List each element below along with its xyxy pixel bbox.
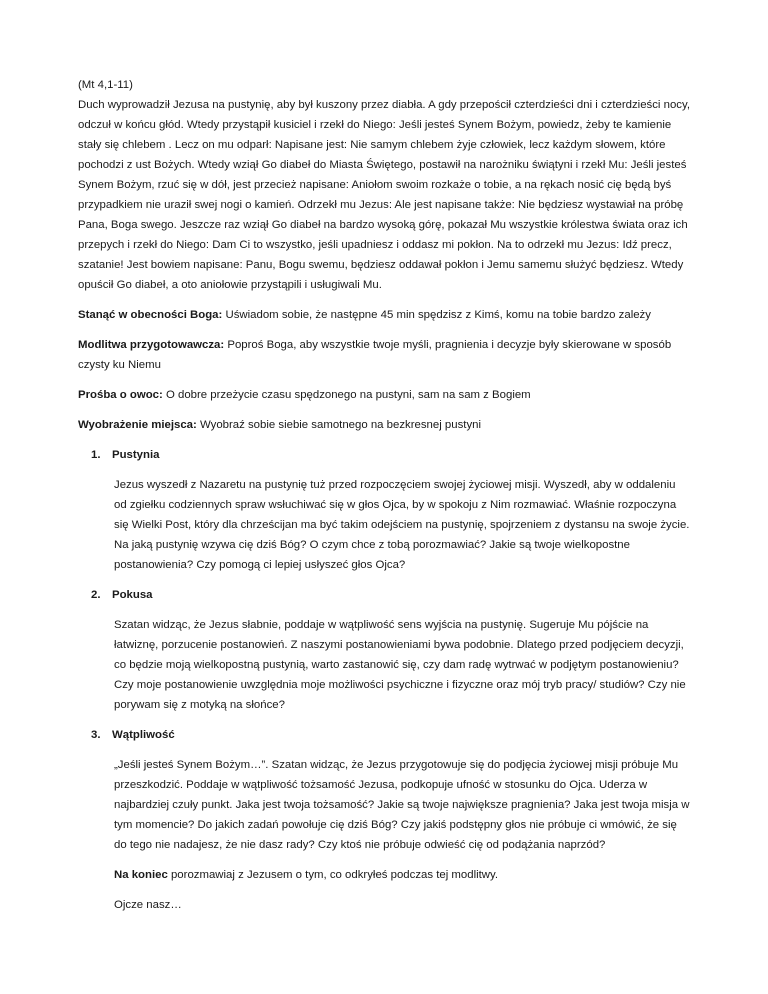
gospel-block — [78, 75, 690, 295]
scripture-reference: (Mt 4,1-11) — [78, 79, 133, 91]
step-label: Wyobrażenie miejsca: — [78, 419, 197, 431]
closing-label: Na koniec — [114, 869, 168, 881]
closing-prayer: Ojcze nasz… — [114, 899, 182, 911]
section-title: Pokusa — [112, 589, 153, 601]
gospel-text: Duch wyprowadził Jezusa na pustynię, aby był kuszony przez diabła. A gdy przepościł czterdzieści dni i czterdzieści nocy, odczuł w końcu głód. Wtedy przystąpił kusiciel i rzekł do Niego: Jeśli jesteś Synem Bożym, powiedz, żeby te kamienie stały się chlebem . Lecz on mu odparł: Napisane jest: Nie samym chlebem żyje człowiek, lecz każdym słowem, które pochodzi z ust Bożych. Wtedy wziął Go diabeł do Miasta Świętego, postawił na narożniku świątyni i rzekł Mu: Jeśli jesteś Synem Bożym, rzuć się w dół, jest przecież napisane: Aniołom swoim rozkaże o tobie, a na rękach nosić cię będą byś przypadkiem nie uraził swej nogi o kamień. Odrzekł mu Jezus: Ale jest napisane także: Nie będziesz wystawiał na próbę Pana, Boga swego. Jeszcze raz wziął Go diabeł na bardzo wysoką górę, pokazał Mu wszystkie królestwa świata oraz ich przepych i rzekł do Niego: Dam Ci to wszystko, jeśli upadniesz i oddasz mi pokłon. Na to odrzekł mu Jezus: Idź precz, szatanie! Jest bowiem napisane: Panu, Bogu swemu, będziesz oddawał pokłon i Jemu samemu służyć będziesz. Wtedy opuścił Go diabeł, a oto aniołowie przystąpili i usługiwali Mu. — [78, 99, 691, 291]
section-title: Pustynia — [112, 449, 160, 461]
closing-instruction — [114, 865, 690, 885]
section-number: 3. — [91, 729, 101, 741]
section-heading-doubt — [78, 725, 690, 745]
section-heading-temptation — [78, 585, 690, 605]
step-label: Modlitwa przygotowawcza: — [78, 339, 225, 351]
closing-text: porozmawiaj z Jezusem o tym, co odkryłeś podczas tej modlitwy. — [167, 869, 499, 881]
step-label: Prośba o owoc: — [78, 389, 163, 401]
step-request-for-fruit — [78, 385, 690, 405]
step-text: Uświadom sobie, że następne 45 min spędzisz z Kimś, komu na tobie bardzo zależy — [222, 309, 651, 321]
step-preparatory-prayer — [78, 335, 690, 375]
section-number: 1. — [91, 449, 101, 461]
section-heading-desert — [78, 445, 690, 465]
step-place-imagination — [78, 415, 690, 435]
section-body-temptation: Szatan widząc, że Jezus słabnie, poddaje w wątpliwość sens wyjścia na pustynię. Sugeruje Mu pójście na łatwiznę, porzucenie postanowień. Z naszymi postanowieniami bywa podobnie. Dlatego przed podjęciem decyzji, co będzie moją wielkopostną pustynią, warto zastanowić się, czy dam radę wytrwać w podjętym postanowieniu? Czy moje postanowienie uwzględnia moje możliwości psychiczne i fizyczne oraz mój tryb pracy/ studiów? Czy nie porywam się z motyką na słońce? — [114, 619, 686, 711]
section-number: 2. — [91, 589, 101, 601]
section-title: Wątpliwość — [112, 729, 175, 741]
step-presence — [78, 305, 690, 325]
section-body-desert: Jezus wyszedł z Nazaretu na pustynię tuż przed rozpoczęciem swojej życiowej misji. Wyszedł, aby w oddaleniu od zgiełku codziennych spraw wsłuchiwać się w głos Ojca, by w spokoju z Nim rozmawiać. Właśnie rozpoczyna się Wielki Post, który dla chrześcijan ma być takim odejściem na pustynię, spojrzeniem z dystansu na swoje życie. Na jaką pustynię wzywa cię dziś Bóg? O czym chce z tobą porozmawiać? Jakie są twoje wielkopostne postanowienia? Czy pomogą ci lepiej usłyszeć głos Ojca? — [114, 479, 690, 571]
section-body-doubt: „Jeśli jesteś Synem Bożym…”. Szatan widząc, że Jezus przygotowuje się do podjęcia życiowej misji próbuje Mu przeszkodzić. Poddaje w wątpliwość tożsamość Jezusa, podkopuje ufność w stosunku do Ojca. Uderza w najbardziej czuły punkt. Jaka jest twoja tożsamość? Jakie są twoje największe pragnienia? Jaka jest twoja misja w tym momencie? Do jakich zadań powołuje cię dziś Bóg? Czy jakiś podstępny głos nie próbuje ci wmówić, że się do tego nie nadajesz, że nie dasz rady? Czy ktoś nie próbuje odwieść cię od podążania naprzód? — [114, 759, 690, 851]
step-text: Wyobraź sobie siebie samotnego na bezkresnej pustyni — [196, 419, 481, 431]
step-label: Stanąć w obecności Boga: — [78, 309, 223, 321]
step-text: O dobre przeżycie czasu spędzonego na pustyni, sam na sam z Bogiem — [162, 389, 531, 401]
step-text: Poproś Boga, aby wszystkie twoje myśli, pragnienia i decyzje były skierowane w sposób czysty ku Niemu — [78, 339, 672, 371]
